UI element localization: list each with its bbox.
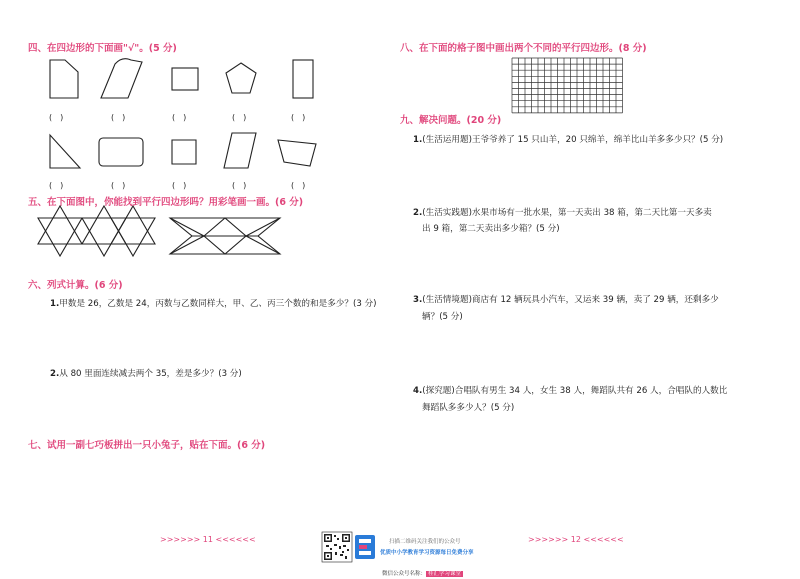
question-9-3-line2: 辆？(5 分) — [422, 312, 463, 322]
question-6-2 — [50, 367, 242, 379]
question-9-2 — [413, 206, 712, 218]
wechat-account — [382, 560, 463, 579]
answer-paren[interactable]: ( ) — [49, 181, 64, 190]
question-9-4-line2: 舞蹈队多多少人？(5 分) — [422, 403, 515, 413]
question-text: 甲数是 26，乙数是 24，丙数与乙数同样大，甲、乙、丙三个数的和是多少？(3 分) — [59, 299, 377, 309]
question-number: 1. — [50, 299, 60, 309]
question-9-2-line2: 出 9 箱，第二天卖出多少箱？(5 分) — [422, 224, 560, 234]
drawing-grid — [512, 58, 623, 113]
answer-paren[interactable]: ( ) — [49, 113, 64, 122]
question-number: 3. — [413, 295, 423, 305]
shape-irregular-quadrilateral — [278, 140, 316, 166]
question-number: 2. — [413, 208, 423, 218]
qr-code-icon — [322, 532, 352, 562]
shape-triangle — [50, 135, 80, 168]
question-text-line1: (生活实践题)水果市场有一批水果，第一天卖出 38 箱，第二天比第一天多卖 — [422, 208, 712, 218]
bowtie-figure — [170, 218, 280, 254]
section-8-title: 八、在下面的格子图中画出两个不同的平行四边形。(8 分) — [400, 43, 647, 54]
question-6-1 — [50, 297, 377, 309]
page-number-right: >>>>>> 12 <<<<<< — [528, 535, 624, 544]
shape-square — [172, 140, 196, 164]
answer-paren[interactable]: ( ) — [291, 181, 306, 190]
shape-tall-rectangle — [293, 60, 313, 98]
wechat-name: 桂汇学习课堂 — [428, 571, 462, 577]
answer-paren[interactable]: ( ) — [172, 181, 187, 190]
scan-qr-note: 扫描二维码关注我们的公众号 — [389, 539, 461, 545]
answer-paren[interactable]: ( ) — [172, 113, 187, 122]
answer-paren[interactable]: ( ) — [111, 181, 126, 190]
question-9-1 — [413, 133, 723, 145]
shape-rectangle-small — [172, 68, 198, 90]
answer-paren[interactable]: ( ) — [232, 113, 247, 122]
section-4-title: 四、在四边形的下面画"√"。(5 分) — [28, 43, 177, 54]
section-9-title: 九、解决问题。(20 分) — [400, 115, 502, 126]
shape-arch-parallelogram — [101, 59, 142, 98]
section-5-title: 五、在下面图中，你能找到平行四边形吗？用彩笔画一画。(6 分) — [28, 197, 304, 208]
section-7-title: 七、试用一副七巧板拼出一只小兔子，贴在下面。(6 分) — [28, 440, 266, 451]
question-text: 从 80 里面连续减去两个 35，差是多少？(3 分) — [59, 369, 242, 379]
question-number: 2. — [50, 369, 60, 379]
answer-paren[interactable]: ( ) — [291, 113, 306, 122]
shape-rounded-rectangle — [99, 138, 143, 166]
question-text-line1: (生活情境题)商店有 12 辆玩具小汽车，又运来 39 辆，卖了 29 辆，还剩多少 — [422, 295, 719, 305]
hexagram-figure-2 — [82, 206, 126, 256]
shape-parallelogram — [224, 133, 256, 168]
question-number: 4. — [413, 386, 423, 396]
question-text: (生活运用题)王爷爷养了 15 只山羊，20 只绵羊，绵羊比山羊多多少只？(5 分) — [422, 135, 724, 145]
question-9-3 — [413, 293, 719, 305]
wechat-label: 微信公众号名称： — [382, 571, 427, 577]
answer-paren[interactable]: ( ) — [111, 113, 126, 122]
shape-pentagon — [226, 63, 256, 93]
publisher-logo-icon — [354, 534, 376, 560]
promo-text: 优质中小学教育学习资源每日免费分享 — [380, 550, 474, 556]
hexagram-figure-3 — [111, 206, 155, 256]
question-9-4 — [413, 384, 727, 396]
question-number: 1. — [413, 135, 423, 145]
page-number-left: >>>>>> 11 <<<<<< — [160, 535, 256, 544]
shape-trapezoid — [50, 60, 78, 98]
answer-paren[interactable]: ( ) — [232, 181, 247, 190]
section-6-title: 六、列式计算。(6 分) — [28, 280, 123, 291]
hexagram-figure-1 — [38, 206, 82, 256]
question-text-line1: (探究题)合唱队有男生 34 人，女生 38 人，舞蹈队共有 26 人，合唱队的人数比 — [422, 386, 728, 396]
